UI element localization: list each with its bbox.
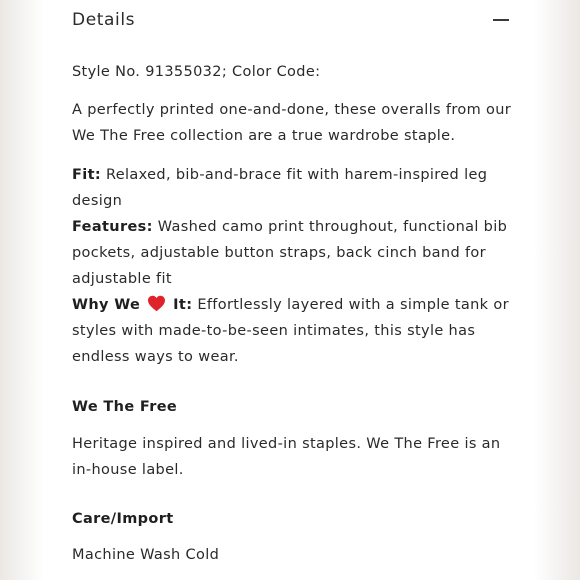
product-specs	[72, 162, 512, 370]
why-text: Effortlessly layered with a simple tank or styles with made-to-be-seen intimates, this style has endless ways to wear.	[72, 297, 509, 365]
details-accordion	[72, 0, 512, 563]
why-label-end: It:	[173, 297, 193, 313]
product-description: A perfectly printed one-and-done, these overalls from our We The Free collection are a true wardrobe staple.	[72, 102, 512, 144]
why-we-love-it-spec	[72, 292, 512, 370]
we-the-free-heading: We The Free	[72, 399, 178, 415]
details-accordion-header[interactable]	[72, 0, 512, 44]
details-title: Details	[72, 10, 136, 30]
care-instructions: Machine Wash Cold	[72, 547, 220, 563]
fit-spec	[72, 162, 512, 214]
features-spec	[72, 214, 512, 292]
features-text: Washed camo print throughout, functional bib pockets, adjustable button straps, back cinch band for adjustable fit	[72, 219, 508, 287]
fit-text: Relaxed, bib-and-brace fit with harem-inspired leg design	[72, 167, 488, 209]
we-the-free-description: Heritage inspired and lived-in staples. We The Free is an in-house label.	[72, 436, 501, 478]
features-label: Features:	[72, 219, 153, 235]
style-number: Style No. 91355032; Color Code:	[72, 64, 321, 80]
care-import-heading: Care/Import	[72, 511, 174, 527]
heart-icon	[147, 295, 166, 312]
why-label-start: Why We	[72, 297, 141, 313]
fit-label: Fit:	[72, 167, 102, 183]
collapse-minus-icon[interactable]	[493, 10, 509, 30]
